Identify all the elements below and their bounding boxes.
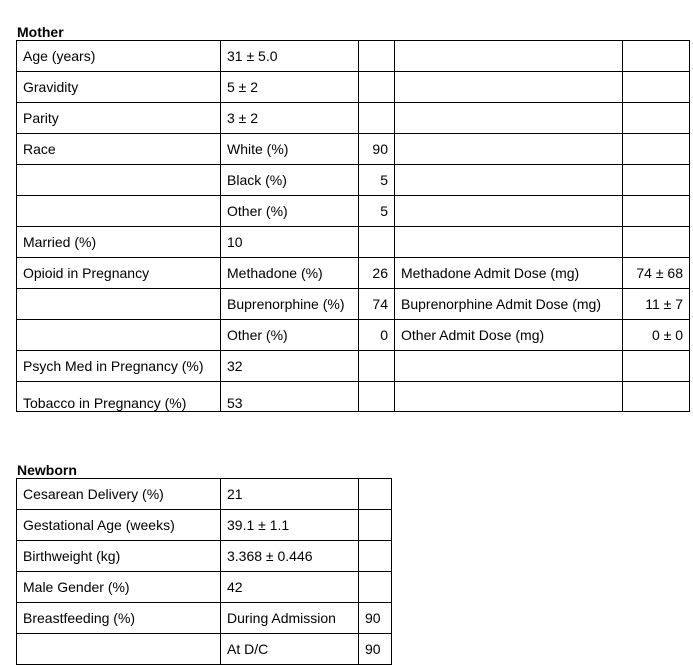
table-cell: Gravidity — [17, 72, 221, 103]
table-cell: Gestational Age (weeks) — [17, 510, 221, 541]
table-cell: Married (%) — [17, 227, 221, 258]
table-cell — [395, 351, 623, 382]
table-cell: Tobacco in Pregnancy (%) — [17, 382, 221, 412]
table-cell: 39.1 ± 1.1 — [221, 510, 359, 541]
table-cell — [359, 227, 395, 258]
table-cell: 0 ± 0 — [623, 320, 690, 351]
table-row — [17, 103, 690, 134]
table-cell: At D/C — [221, 634, 359, 665]
table-row — [17, 320, 690, 351]
table-cell — [359, 41, 395, 72]
table-cell — [623, 103, 690, 134]
table-row — [17, 510, 392, 541]
table-cell: Age (years) — [17, 41, 221, 72]
table-row — [17, 134, 690, 165]
table-cell: 11 ± 7 — [623, 289, 690, 320]
table-cell — [359, 72, 395, 103]
table-cell — [395, 165, 623, 196]
table-cell — [17, 196, 221, 227]
table-cell: 90 — [359, 603, 392, 634]
table-cell: 0 — [359, 320, 395, 351]
table-row — [17, 634, 392, 665]
mother-section-title: Mother — [17, 24, 64, 40]
table-cell: Male Gender (%) — [17, 572, 221, 603]
table-cell: Birthweight (kg) — [17, 541, 221, 572]
table-row — [17, 382, 690, 412]
table-cell: 21 — [221, 479, 359, 510]
table-cell: 42 — [221, 572, 359, 603]
table-cell: Parity — [17, 103, 221, 134]
table-row — [17, 258, 690, 289]
table-cell — [623, 351, 690, 382]
mother-table — [16, 40, 690, 412]
table-row — [17, 479, 392, 510]
table-cell — [623, 382, 690, 412]
table-cell: Other Admit Dose (mg) — [395, 320, 623, 351]
table-row — [17, 289, 690, 320]
table-row — [17, 351, 690, 382]
table-cell: 5 ± 2 — [221, 72, 359, 103]
table-cell — [395, 134, 623, 165]
table-cell — [623, 72, 690, 103]
table-row — [17, 196, 690, 227]
table-cell — [359, 572, 392, 603]
table-cell: Psych Med in Pregnancy (%) — [17, 351, 221, 382]
table-cell: 31 ± 5.0 — [221, 41, 359, 72]
table-cell: Breastfeeding (%) — [17, 603, 221, 634]
table-cell: Methadone Admit Dose (mg) — [395, 258, 623, 289]
table-row — [17, 41, 690, 72]
table-cell — [17, 320, 221, 351]
table-cell: Race — [17, 134, 221, 165]
table-cell — [359, 541, 392, 572]
table-cell — [359, 382, 395, 412]
table-cell — [395, 103, 623, 134]
table-cell: 90 — [359, 134, 395, 165]
table-cell: 32 — [221, 351, 359, 382]
table-cell: 74 — [359, 289, 395, 320]
newborn-table — [16, 478, 392, 665]
table-cell: Buprenorphine Admit Dose (mg) — [395, 289, 623, 320]
table-cell — [359, 103, 395, 134]
table-cell — [17, 634, 221, 665]
table-cell: 74 ± 68 — [623, 258, 690, 289]
table-cell: 5 — [359, 196, 395, 227]
table-cell: 26 — [359, 258, 395, 289]
table-cell: 3 ± 2 — [221, 103, 359, 134]
table-cell: 5 — [359, 165, 395, 196]
table-cell: During Admission — [221, 603, 359, 634]
table-cell: Other (%) — [221, 196, 359, 227]
table-row — [17, 541, 392, 572]
table-cell — [359, 351, 395, 382]
table-row — [17, 603, 392, 634]
table-cell: Other (%) — [221, 320, 359, 351]
table-cell — [623, 196, 690, 227]
table-cell: 3.368 ± 0.446 — [221, 541, 359, 572]
table-cell — [359, 510, 392, 541]
table-row — [17, 572, 392, 603]
table-cell — [623, 41, 690, 72]
table-cell: Buprenorphine (%) — [221, 289, 359, 320]
table-row — [17, 72, 690, 103]
table-cell — [17, 289, 221, 320]
table-cell — [395, 382, 623, 412]
table-cell — [623, 227, 690, 258]
table-cell — [359, 479, 392, 510]
table-cell — [623, 134, 690, 165]
table-cell: 53 — [221, 382, 359, 412]
table-cell — [395, 227, 623, 258]
table-cell: White (%) — [221, 134, 359, 165]
table-cell — [395, 196, 623, 227]
table-cell: Cesarean Delivery (%) — [17, 479, 221, 510]
newborn-section-title: Newborn — [17, 462, 77, 478]
table-cell — [623, 165, 690, 196]
table-cell — [17, 165, 221, 196]
table-row — [17, 165, 690, 196]
table-cell: Methadone (%) — [221, 258, 359, 289]
table-cell — [395, 41, 623, 72]
table-cell: Opioid in Pregnancy — [17, 258, 221, 289]
table-cell: Black (%) — [221, 165, 359, 196]
table-row — [17, 227, 690, 258]
table-cell — [395, 72, 623, 103]
table-cell: 90 — [359, 634, 392, 665]
table-cell: 10 — [221, 227, 359, 258]
